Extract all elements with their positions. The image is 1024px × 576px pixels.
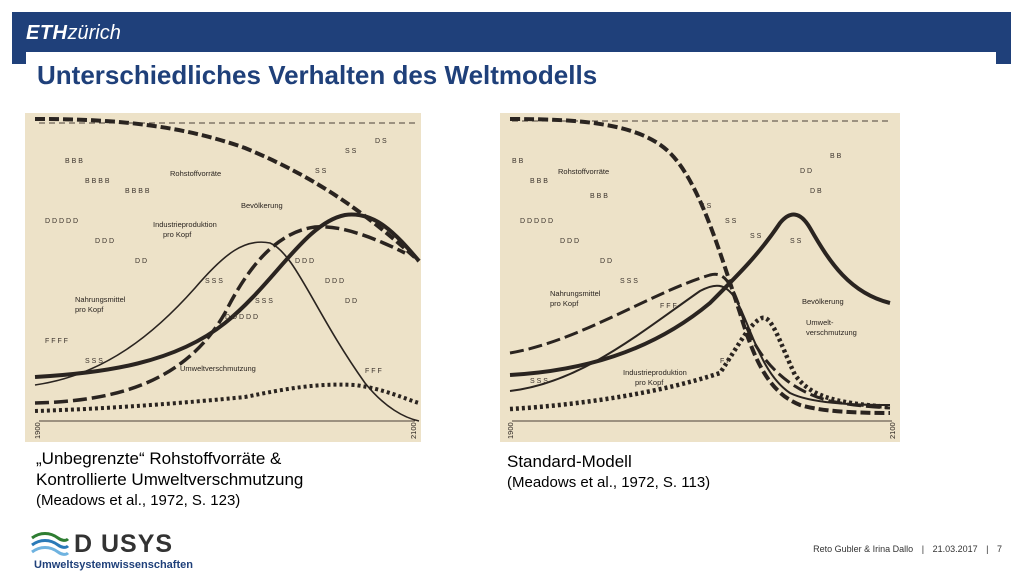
eth-logo: ETHzürich xyxy=(26,22,121,44)
svg-text:S S S: S S S xyxy=(620,278,638,285)
svg-text:D S: D S xyxy=(375,138,387,145)
dusys-wave-icon xyxy=(30,530,70,558)
footer-date: 21.03.2017 xyxy=(932,544,978,554)
right-label-pollution-1: Umwelt- xyxy=(806,318,834,327)
right-label-food-1: Nahrungsmittel xyxy=(550,289,601,298)
svg-text:S S S: S S S xyxy=(530,378,548,385)
svg-text:D D D: D D D xyxy=(560,238,580,245)
right-label-pollution-2: verschmutzung xyxy=(806,328,857,337)
right-caption-source: (Meadows et al., 1972, S. 113) xyxy=(507,474,711,491)
svg-text:D D D: D D D xyxy=(325,278,345,285)
left-year-end: 2100 xyxy=(409,422,418,439)
footer-authors: Reto Gubler & Irina Dallo xyxy=(813,544,914,554)
svg-text:D D: D D xyxy=(135,258,148,265)
svg-text:B B B: B B B xyxy=(65,158,83,165)
svg-text:D D D D D: D D D D D xyxy=(225,314,259,321)
svg-text:B B B: B B B xyxy=(590,193,608,200)
svg-text:F F F: F F F xyxy=(660,303,677,310)
left-chart-svg xyxy=(25,113,421,442)
page-title: Unterschiedliches Verhalten des Weltmodells xyxy=(37,60,598,90)
left-label-industry-2: pro Kopf xyxy=(163,230,192,239)
svg-text:D D: D D xyxy=(600,258,613,265)
right-label-resources: Rohstoffvorräte xyxy=(558,167,610,176)
svg-text:D D D: D D D xyxy=(95,238,115,245)
footer-separator: | xyxy=(986,544,989,554)
svg-text:S S S: S S S xyxy=(255,298,273,305)
left-caption xyxy=(36,448,303,511)
dusys-subtitle: Umweltsystemwissenschaften xyxy=(34,559,193,571)
left-industry-curve xyxy=(35,227,405,403)
svg-text:S S S: S S S xyxy=(205,278,223,285)
svg-text:S S: S S xyxy=(315,168,327,175)
left-label-population: Bevölkerung xyxy=(241,201,283,210)
svg-text:B B B B: B B B B xyxy=(85,178,110,185)
left-label-pollution: Umweltverschmutzung xyxy=(180,364,256,373)
left-label-food-1: Nahrungsmittel xyxy=(75,295,126,304)
left-caption-source: (Meadows et al., 1972, S. 123) xyxy=(36,492,241,509)
slide-footer xyxy=(807,544,1002,554)
right-label-industry-2: pro Kopf xyxy=(635,378,664,387)
svg-text:D D: D D xyxy=(345,298,358,305)
right-year-end: 2100 xyxy=(888,422,897,439)
world-model-chart-standard xyxy=(500,113,900,442)
svg-text:S S S: S S S xyxy=(85,358,103,365)
left-label-food-2: pro Kopf xyxy=(75,305,104,314)
right-chart-svg xyxy=(500,113,900,442)
right-year-start: 1900 xyxy=(506,422,515,439)
svg-text:S S: S S xyxy=(790,238,802,245)
svg-text:B B B B: B B B B xyxy=(125,188,150,195)
svg-text:D D D: D D D xyxy=(295,258,315,265)
left-label-industry-1: Industrieproduktion xyxy=(153,220,217,229)
svg-text:B B: B B xyxy=(830,153,842,160)
svg-text:D D D D D: D D D D D xyxy=(45,218,79,225)
right-label-industry-1: Industrieproduktion xyxy=(623,368,687,377)
svg-text:F F F F: F F F F xyxy=(45,338,68,345)
left-resources-curve xyxy=(35,119,419,261)
svg-text:S S: S S xyxy=(725,218,737,225)
svg-text:B B B: B B B xyxy=(530,178,548,185)
svg-text:S S: S S xyxy=(345,148,357,155)
right-label-food-2: pro Kopf xyxy=(550,299,579,308)
svg-text:F F: F F xyxy=(720,358,731,365)
right-caption-line1: Standard-Modell xyxy=(507,452,632,471)
svg-text:S S: S S xyxy=(750,233,762,240)
right-scatter-letters xyxy=(512,153,842,385)
left-caption-line2: Kontrollierte Umweltverschmutzung xyxy=(36,470,304,489)
svg-text:S S: S S xyxy=(700,203,712,210)
left-food-curve xyxy=(35,242,419,421)
svg-text:B B: B B xyxy=(512,158,524,165)
world-model-chart-unlimited xyxy=(25,113,421,442)
svg-text:F F F: F F F xyxy=(365,368,382,375)
footer-page-number: 7 xyxy=(996,544,1002,554)
left-caption-line1: „Unbegrenzte“ Rohstoffvorräte & xyxy=(36,449,282,468)
right-label-population: Bevölkerung xyxy=(802,297,844,306)
dusys-name: D USYS xyxy=(74,530,174,558)
left-label-resources: Rohstoffvorräte xyxy=(170,169,222,178)
svg-text:D D: D D xyxy=(800,168,813,175)
svg-text:D D D D D: D D D D D xyxy=(520,218,554,225)
svg-text:D B: D B xyxy=(810,188,822,195)
left-year-start: 1900 xyxy=(33,422,42,439)
footer-separator: | xyxy=(921,544,925,554)
right-caption xyxy=(507,451,710,493)
dusys-logo xyxy=(30,530,193,571)
